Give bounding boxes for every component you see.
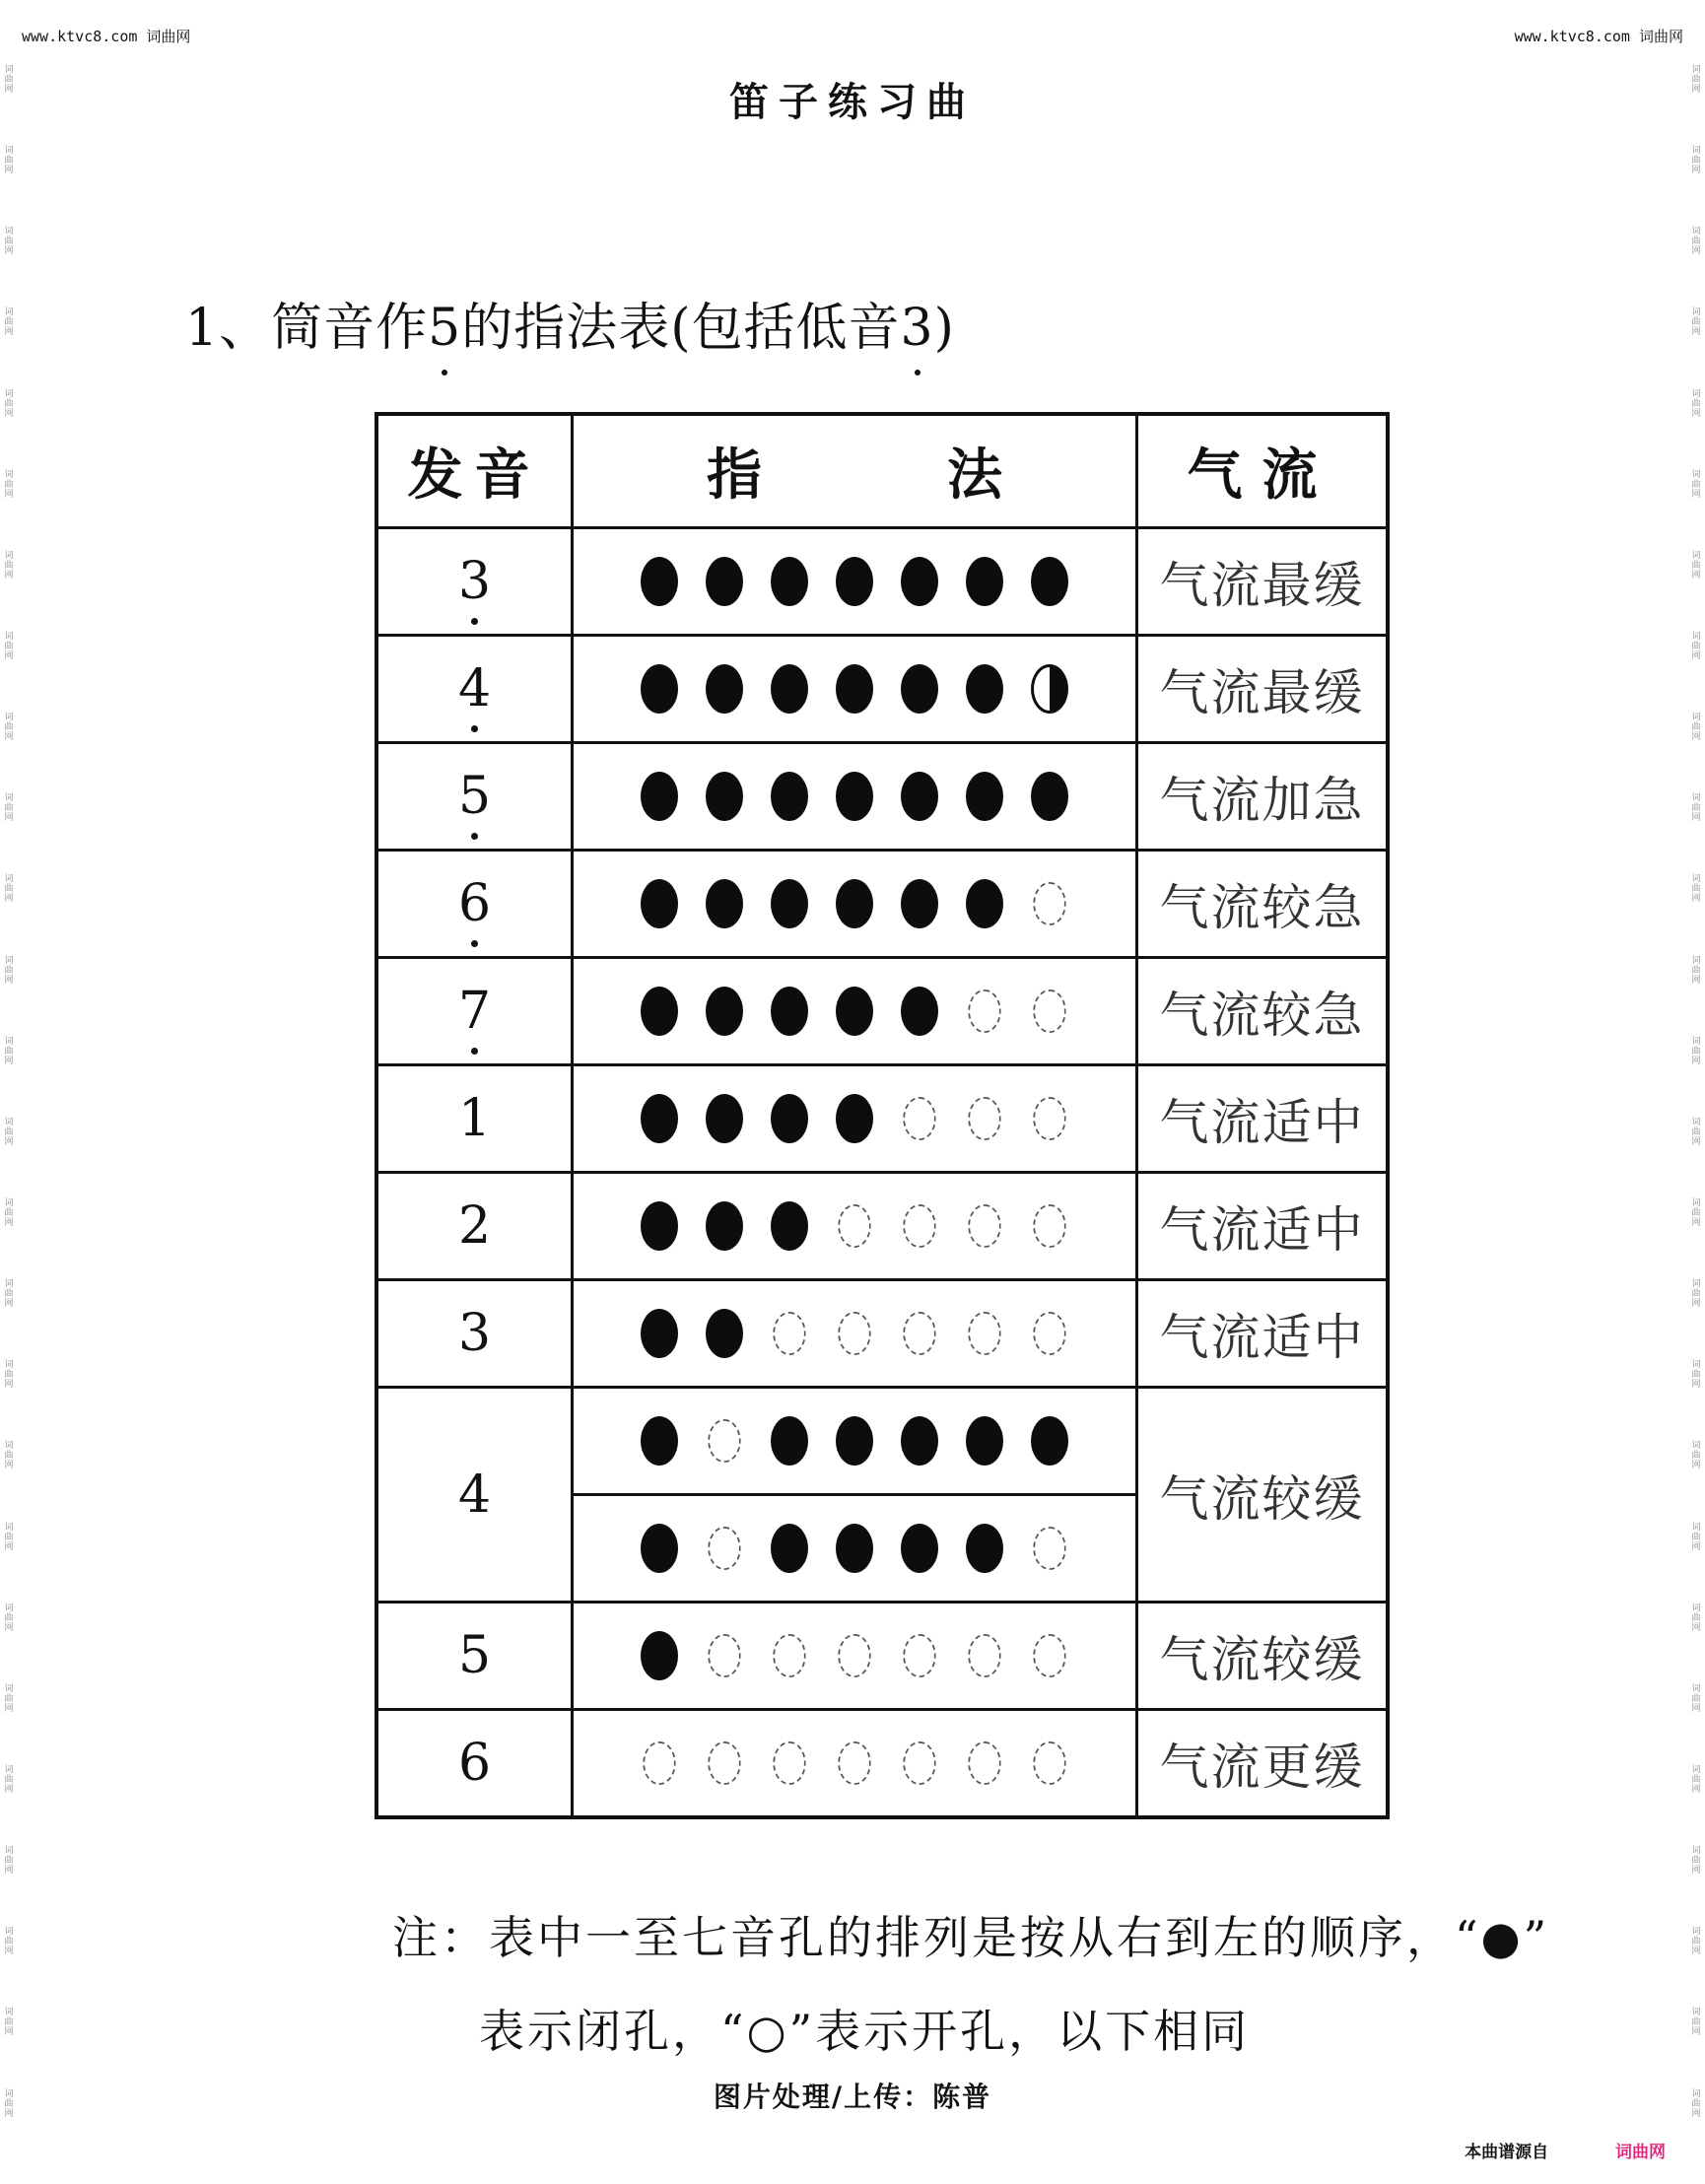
closed-hole-icon bbox=[771, 1201, 808, 1251]
open-hole-icon bbox=[838, 1204, 870, 1248]
side-watermark-mark: 词曲网 bbox=[4, 1441, 14, 1471]
closed-hole-icon bbox=[966, 557, 1003, 606]
closed-hole-icon bbox=[836, 1416, 873, 1466]
closed-hole-icon bbox=[901, 879, 938, 928]
open-hole-icon bbox=[1033, 990, 1065, 1033]
closed-hole-icon bbox=[771, 772, 808, 821]
closed-hole-icon bbox=[706, 987, 743, 1036]
side-watermark-mark: 词曲网 bbox=[1691, 1036, 1701, 1066]
open-hole-icon bbox=[1033, 1312, 1065, 1355]
closed-hole-icon bbox=[706, 1094, 743, 1143]
closed-hole-icon bbox=[641, 1524, 678, 1573]
fingering-cell bbox=[573, 1173, 1137, 1280]
closed-hole-icon bbox=[836, 664, 873, 714]
side-watermark-mark: 词曲网 bbox=[1691, 713, 1701, 743]
footer bbox=[1465, 2138, 1666, 2162]
open-hole-icon bbox=[1033, 1634, 1065, 1677]
side-watermark-mark: 词曲网 bbox=[4, 632, 14, 662]
side-watermark-mark: 词曲网 bbox=[4, 1846, 14, 1877]
open-hole-icon bbox=[708, 1634, 740, 1677]
header-fingering bbox=[573, 414, 1137, 528]
table-row bbox=[376, 1710, 1388, 1818]
closed-hole-icon bbox=[966, 1416, 1003, 1466]
side-watermark-mark: 词曲网 bbox=[1691, 1279, 1701, 1310]
airflow-cell: 气流适中 bbox=[1137, 1280, 1389, 1388]
side-watermark-mark: 词曲网 bbox=[4, 2008, 14, 2038]
hole-row bbox=[574, 1309, 1135, 1358]
side-watermark-mark: 词曲网 bbox=[1691, 65, 1701, 96]
note-value-low: 4 bbox=[457, 659, 492, 718]
closed-hole-icon bbox=[706, 772, 743, 821]
closed-hole-icon bbox=[706, 557, 743, 606]
closed-hole-icon bbox=[771, 1094, 808, 1143]
closed-hole-icon bbox=[771, 664, 808, 714]
hole-row bbox=[574, 1739, 1135, 1788]
section-heading bbox=[185, 286, 955, 360]
note-value-low: 3 bbox=[457, 552, 492, 611]
note-value-low: 6 bbox=[457, 874, 492, 933]
closed-hole-icon bbox=[836, 879, 873, 928]
side-watermark-mark: 词曲网 bbox=[4, 146, 14, 176]
table-row bbox=[376, 1173, 1388, 1280]
side-watermark-mark: 词曲网 bbox=[1691, 1117, 1701, 1147]
side-watermark-mark: 词曲网 bbox=[4, 1279, 14, 1310]
open-hole-icon bbox=[968, 1741, 1000, 1785]
hole-row bbox=[574, 1631, 1135, 1680]
open-hole-icon bbox=[1033, 1741, 1065, 1785]
closed-hole-icon bbox=[706, 1309, 743, 1358]
hole-row bbox=[574, 1416, 1135, 1466]
airflow-cell: 气流较缓 bbox=[1137, 1388, 1389, 1603]
closed-hole-icon bbox=[771, 879, 808, 928]
table-row bbox=[376, 1388, 1388, 1495]
closed-hole-icon bbox=[901, 1524, 938, 1573]
closed-hole-icon bbox=[706, 664, 743, 714]
table-row bbox=[376, 851, 1388, 958]
side-watermark-mark: 词曲网 bbox=[4, 227, 14, 257]
hole-row bbox=[574, 664, 1135, 714]
note-value: 1 bbox=[457, 1089, 492, 1148]
side-watermark-mark: 词曲网 bbox=[1691, 1927, 1701, 1957]
closed-hole-icon bbox=[836, 772, 873, 821]
side-watermark-mark: 词曲网 bbox=[1691, 1846, 1701, 1877]
fingering-cell bbox=[573, 528, 1137, 636]
closed-hole-icon bbox=[641, 1309, 678, 1358]
section-tonic: 5 bbox=[428, 299, 462, 358]
note-value-low: 5 bbox=[457, 767, 492, 826]
section-mid: 的指法表(包括低音 bbox=[461, 299, 901, 358]
open-hole-icon bbox=[903, 1312, 935, 1355]
side-watermark-mark: 词曲网 bbox=[4, 955, 14, 986]
note-cell bbox=[376, 1065, 573, 1173]
side-watermark-mark: 词曲网 bbox=[1691, 1360, 1701, 1391]
closed-hole-icon bbox=[641, 1416, 678, 1466]
closed-hole-icon bbox=[836, 1524, 873, 1573]
table-body bbox=[376, 528, 1388, 1818]
note-cell bbox=[376, 958, 573, 1065]
open-hole-icon bbox=[903, 1097, 935, 1140]
footer-brand-link[interactable]: 词曲网 bbox=[1615, 2143, 1666, 2162]
side-watermark-mark: 词曲网 bbox=[1691, 388, 1701, 419]
side-watermark-mark: 词曲网 bbox=[1691, 2008, 1701, 2038]
fingering-cell bbox=[573, 1603, 1137, 1710]
open-hole-icon bbox=[968, 1204, 1000, 1248]
side-watermark-mark: 词曲网 bbox=[1691, 874, 1701, 905]
open-hole-icon bbox=[643, 1741, 675, 1785]
airflow-cell: 气流较急 bbox=[1137, 958, 1389, 1065]
section-suffix: ) bbox=[933, 299, 955, 358]
closed-hole-icon bbox=[966, 664, 1003, 714]
open-hole-icon bbox=[708, 1527, 740, 1570]
note-cell bbox=[376, 743, 573, 851]
open-hole-icon bbox=[773, 1312, 805, 1355]
header-airflow: 气流 bbox=[1137, 414, 1389, 528]
closed-hole-icon bbox=[641, 1094, 678, 1143]
note-value: 5 bbox=[457, 1626, 492, 1685]
closed-hole-icon bbox=[641, 557, 678, 606]
section-low-note: 3 bbox=[900, 299, 934, 358]
table-row bbox=[376, 1603, 1388, 1710]
open-hole-icon bbox=[903, 1204, 935, 1248]
side-watermark-mark: 词曲网 bbox=[4, 65, 14, 96]
airflow-cell: 气流适中 bbox=[1137, 1065, 1389, 1173]
open-hole-icon bbox=[968, 990, 1000, 1033]
closed-hole-icon bbox=[1031, 557, 1068, 606]
note-cell bbox=[376, 528, 573, 636]
airflow-cell: 气流适中 bbox=[1137, 1173, 1389, 1280]
section-prefix: 1、筒音作 bbox=[185, 299, 429, 358]
note-cell bbox=[376, 1710, 573, 1818]
side-watermark-mark: 词曲网 bbox=[1691, 227, 1701, 257]
side-watermark-mark: 词曲网 bbox=[4, 1198, 14, 1229]
hole-row bbox=[574, 1094, 1135, 1143]
site-url-left[interactable]: www.ktvc8.com 词曲网 bbox=[22, 28, 191, 45]
hole-row bbox=[574, 1524, 1135, 1573]
fingering-cell bbox=[573, 636, 1137, 743]
closed-hole-icon bbox=[771, 1416, 808, 1466]
side-watermark-mark: 词曲网 bbox=[1691, 1441, 1701, 1471]
open-hole-icon bbox=[1033, 882, 1065, 925]
side-watermark-mark: 词曲网 bbox=[1691, 307, 1701, 338]
note-cell bbox=[376, 1173, 573, 1280]
open-hole-icon bbox=[708, 1741, 740, 1785]
table-header-row bbox=[376, 414, 1388, 528]
side-watermark-mark: 词曲网 bbox=[4, 1360, 14, 1391]
note-value: 4 bbox=[457, 1465, 492, 1525]
note-cell bbox=[376, 1603, 573, 1710]
closed-hole-icon bbox=[641, 879, 678, 928]
closed-hole-icon bbox=[966, 772, 1003, 821]
open-hole-icon bbox=[903, 1741, 935, 1785]
table-row bbox=[376, 743, 1388, 851]
closed-hole-icon bbox=[641, 664, 678, 714]
side-watermark-mark: 词曲网 bbox=[1691, 1522, 1701, 1552]
closed-hole-icon bbox=[641, 987, 678, 1036]
closed-hole-icon bbox=[836, 987, 873, 1036]
closed-hole-icon bbox=[1031, 772, 1068, 821]
side-watermark-mark: 词曲网 bbox=[4, 793, 14, 824]
page-title: 笛子练习曲 bbox=[729, 79, 976, 125]
side-watermark-mark: 词曲网 bbox=[1691, 550, 1701, 580]
side-watermark-mark: 词曲网 bbox=[1691, 1603, 1701, 1633]
fingering-cell bbox=[573, 1280, 1137, 1388]
closed-hole-icon bbox=[901, 557, 938, 606]
side-watermark-mark: 词曲网 bbox=[4, 1522, 14, 1552]
note-cell bbox=[376, 636, 573, 743]
open-hole-icon bbox=[1033, 1204, 1065, 1248]
open-hole-icon bbox=[773, 1741, 805, 1785]
note-line-1: 注：表中一至七音孔的排列是按从右到左的顺序，“●” bbox=[392, 1911, 1550, 1964]
note-value: 3 bbox=[457, 1304, 492, 1363]
hole-row bbox=[574, 879, 1135, 928]
side-watermark-mark: 词曲网 bbox=[1691, 146, 1701, 176]
side-watermark-mark: 词曲网 bbox=[4, 1765, 14, 1796]
open-hole-icon bbox=[708, 1419, 740, 1463]
side-watermark-mark: 词曲网 bbox=[4, 1036, 14, 1066]
side-watermark-mark: 词曲网 bbox=[4, 388, 14, 419]
side-watermark-mark: 词曲网 bbox=[4, 2088, 14, 2119]
side-watermark-mark: 词曲网 bbox=[1691, 632, 1701, 662]
fingering-cell bbox=[573, 1388, 1137, 1495]
fingering-cell bbox=[573, 743, 1137, 851]
table-row bbox=[376, 958, 1388, 1065]
fingering-cell bbox=[573, 851, 1137, 958]
airflow-cell: 气流更缓 bbox=[1137, 1710, 1389, 1818]
closed-hole-icon bbox=[706, 1201, 743, 1251]
open-hole-icon bbox=[838, 1741, 870, 1785]
fingering-cell bbox=[573, 958, 1137, 1065]
closed-hole-icon bbox=[1031, 1416, 1068, 1466]
note-cell bbox=[376, 1388, 573, 1603]
hole-row bbox=[574, 987, 1135, 1036]
right-watermark-strip bbox=[1689, 39, 1703, 2145]
side-watermark-mark: 词曲网 bbox=[1691, 793, 1701, 824]
side-watermark-mark: 词曲网 bbox=[1691, 1683, 1701, 1714]
airflow-cell: 气流较缓 bbox=[1137, 1603, 1389, 1710]
table-row bbox=[376, 636, 1388, 743]
table-row bbox=[376, 528, 1388, 636]
closed-hole-icon bbox=[901, 987, 938, 1036]
credit-text: 图片处理/上传：陈普 bbox=[713, 2081, 992, 2113]
open-hole-icon bbox=[838, 1634, 870, 1677]
fingering-table bbox=[375, 412, 1390, 1819]
note-line-2: 表示闭孔，“○”表示开孔，以下相同 bbox=[479, 2005, 1251, 2058]
note-value: 2 bbox=[457, 1196, 492, 1256]
closed-hole-icon bbox=[641, 772, 678, 821]
closed-hole-icon bbox=[966, 879, 1003, 928]
hole-row bbox=[574, 557, 1135, 606]
side-watermark-mark: 词曲网 bbox=[4, 874, 14, 905]
header-fingering-label: 指法 bbox=[707, 444, 1002, 508]
footer-source-label: 本曲谱源自 bbox=[1465, 2143, 1549, 2162]
airflow-cell: 气流较急 bbox=[1137, 851, 1389, 958]
fingering-cell bbox=[573, 1065, 1137, 1173]
closed-hole-icon bbox=[836, 1094, 873, 1143]
open-hole-icon bbox=[773, 1634, 805, 1677]
closed-hole-icon bbox=[966, 1524, 1003, 1573]
open-hole-icon bbox=[903, 1634, 935, 1677]
side-watermark-mark: 词曲网 bbox=[4, 307, 14, 338]
side-watermark-mark: 词曲网 bbox=[1691, 1765, 1701, 1796]
left-watermark-strip bbox=[2, 39, 16, 2145]
table-row bbox=[376, 1280, 1388, 1388]
site-url-right[interactable]: www.ktvc8.com 词曲网 bbox=[1514, 28, 1683, 45]
closed-hole-icon bbox=[901, 664, 938, 714]
side-watermark-mark: 词曲网 bbox=[4, 1683, 14, 1714]
closed-hole-icon bbox=[771, 987, 808, 1036]
header-note: 发音 bbox=[376, 414, 573, 528]
closed-hole-icon bbox=[901, 772, 938, 821]
table-row bbox=[376, 1065, 1388, 1173]
side-watermark-mark: 词曲网 bbox=[4, 1603, 14, 1633]
airflow-cell: 气流加急 bbox=[1137, 743, 1389, 851]
airflow-cell: 气流最缓 bbox=[1137, 528, 1389, 636]
closed-hole-icon bbox=[641, 1631, 678, 1680]
hole-row bbox=[574, 1201, 1135, 1251]
open-hole-icon bbox=[838, 1312, 870, 1355]
fingering-cell bbox=[573, 1710, 1137, 1818]
fingering-cell bbox=[573, 1495, 1137, 1603]
closed-hole-icon bbox=[836, 557, 873, 606]
closed-hole-icon bbox=[641, 1201, 678, 1251]
side-watermark-mark: 词曲网 bbox=[1691, 469, 1701, 500]
closed-hole-icon bbox=[901, 1416, 938, 1466]
airflow-cell: 气流最缓 bbox=[1137, 636, 1389, 743]
open-hole-icon bbox=[1033, 1097, 1065, 1140]
note-cell bbox=[376, 851, 573, 958]
side-watermark-mark: 词曲网 bbox=[1691, 955, 1701, 986]
hole-row bbox=[574, 772, 1135, 821]
open-hole-icon bbox=[968, 1312, 1000, 1355]
closed-hole-icon bbox=[771, 1524, 808, 1573]
half-hole-icon bbox=[1031, 664, 1068, 714]
open-hole-icon bbox=[968, 1634, 1000, 1677]
side-watermark-mark: 词曲网 bbox=[4, 469, 14, 500]
note-cell bbox=[376, 1280, 573, 1388]
side-watermark-mark: 词曲网 bbox=[1691, 1198, 1701, 1229]
side-watermark-mark: 词曲网 bbox=[4, 713, 14, 743]
note-value: 6 bbox=[457, 1734, 492, 1793]
open-hole-icon bbox=[1033, 1527, 1065, 1570]
side-watermark-mark: 词曲网 bbox=[4, 550, 14, 580]
side-watermark-mark: 词曲网 bbox=[1691, 2088, 1701, 2119]
side-watermark-mark: 词曲网 bbox=[4, 1927, 14, 1957]
closed-hole-icon bbox=[706, 879, 743, 928]
note-value-low: 7 bbox=[457, 982, 492, 1041]
closed-hole-icon bbox=[771, 557, 808, 606]
side-watermark-mark: 词曲网 bbox=[4, 1117, 14, 1147]
open-hole-icon bbox=[968, 1097, 1000, 1140]
